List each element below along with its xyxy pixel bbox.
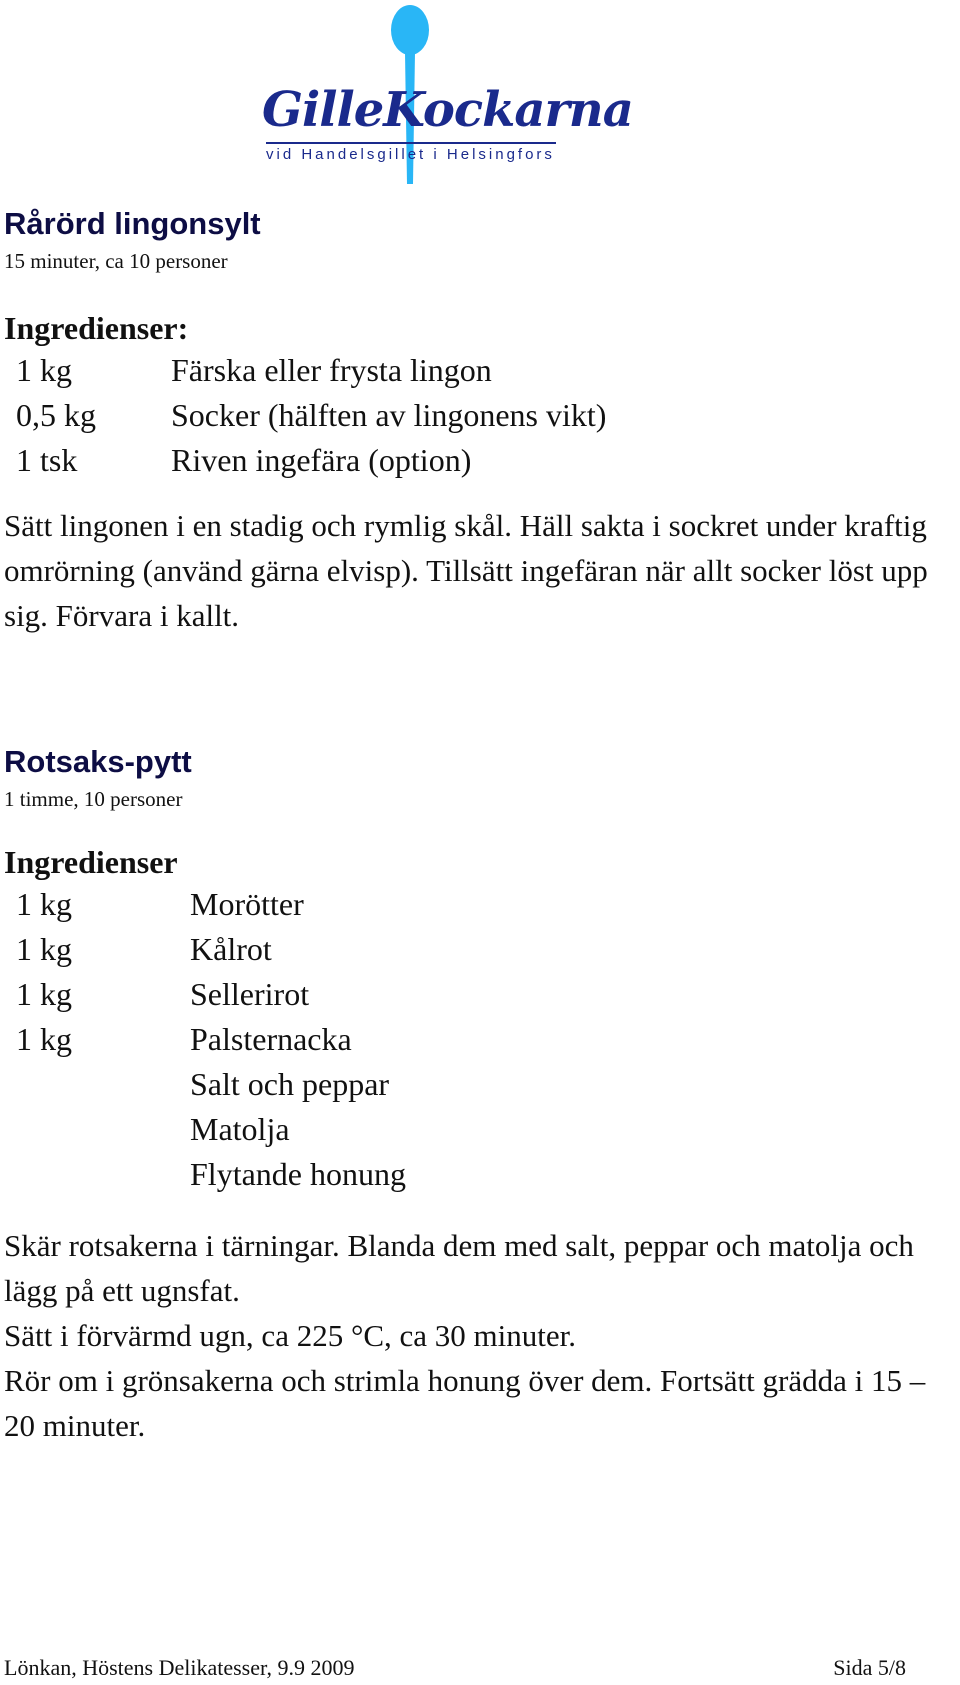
recipe-lingonsylt <box>4 204 954 638</box>
ingredient-qty: 1 kg <box>16 886 72 922</box>
instruction-paragraph: Sätt lingonen i en stadig och rymlig skål. Häll sakta i sockret under kraftig omrörning (använd gärna elvisp). Tillsätt ingefäran när allt socker löst upp sig. Förvara i kallt. <box>4 508 928 633</box>
ingredients-heading: Ingredienser <box>4 844 178 880</box>
ingredient-name: Matolja <box>190 1111 290 1147</box>
ingredient-name: Sellerirot <box>190 976 310 1012</box>
instructions <box>4 1223 954 1448</box>
ingredient-row <box>4 438 954 483</box>
page-footer <box>4 1655 906 1681</box>
ingredient-row <box>4 882 954 927</box>
ingredient-qty: 0,5 kg <box>16 397 96 433</box>
recipe-rotsaks-pytt <box>4 742 954 1448</box>
ingredient-name: Färska eller frysta lingon <box>171 352 492 388</box>
ingredient-name: Morötter <box>190 886 304 922</box>
recipe-title: Rårörd lingonsylt <box>4 206 261 241</box>
ingredient-list <box>4 882 954 1197</box>
recipe-title: Rotsaks-pytt <box>4 744 192 779</box>
ingredient-qty: 1 kg <box>16 352 72 388</box>
ingredient-row <box>4 393 954 438</box>
ingredient-row <box>4 1062 954 1107</box>
ingredient-name: Flytande honung <box>190 1156 406 1192</box>
ingredient-row <box>4 927 954 972</box>
ingredient-list <box>4 348 954 483</box>
ingredient-qty <box>4 1062 190 1107</box>
ingredient-qty: 1 kg <box>16 931 72 967</box>
ingredient-qty: 1 tsk <box>16 442 78 478</box>
logo-wordmark: GilleKockarna <box>262 82 633 138</box>
ingredient-row <box>4 1152 954 1197</box>
gillekockarna-logo <box>262 4 633 184</box>
recipe-meta: 15 minuter, ca 10 personer <box>4 249 228 273</box>
instruction-paragraph: Rör om i grönsakerna och strimla honung över dem. Fortsätt grädda i 15 – 20 minuter. <box>4 1363 926 1443</box>
ingredient-row <box>4 348 954 393</box>
ingredient-name: Socker (hälften av lingonens vikt) <box>171 397 607 433</box>
ingredient-name: Riven ingefära (option) <box>171 442 472 478</box>
ingredient-qty: 1 kg <box>16 976 72 1012</box>
instruction-paragraph: Sätt i förvärmd ugn, ca 225 °C, ca 30 minuter. <box>4 1318 577 1353</box>
ingredient-row <box>4 1107 954 1152</box>
ingredient-qty <box>4 1152 190 1197</box>
footer-source: Lönkan, Höstens Delikatesser, 9.9 2009 <box>4 1655 355 1680</box>
ingredients-heading: Ingredienser: <box>4 310 189 346</box>
ingredient-name: Kålrot <box>190 931 272 967</box>
instruction-paragraph: Skär rotsakerna i tärningar. Blanda dem med salt, peppar och matolja och lägg på ett ugnsfat. <box>4 1228 914 1308</box>
page-number: Sida 5/8 <box>833 1655 906 1680</box>
ingredient-qty: 1 kg <box>16 1021 72 1057</box>
ingredient-row <box>4 972 954 1017</box>
ingredient-qty <box>4 1107 190 1152</box>
ingredient-row <box>4 1017 954 1062</box>
recipe-meta: 1 timme, 10 personer <box>4 787 183 811</box>
ingredient-name: Salt och peppar <box>190 1066 390 1102</box>
ingredient-name: Palsternacka <box>190 1021 352 1057</box>
logo-tagline: vid Handelsgillet i Helsingfors <box>266 142 556 163</box>
